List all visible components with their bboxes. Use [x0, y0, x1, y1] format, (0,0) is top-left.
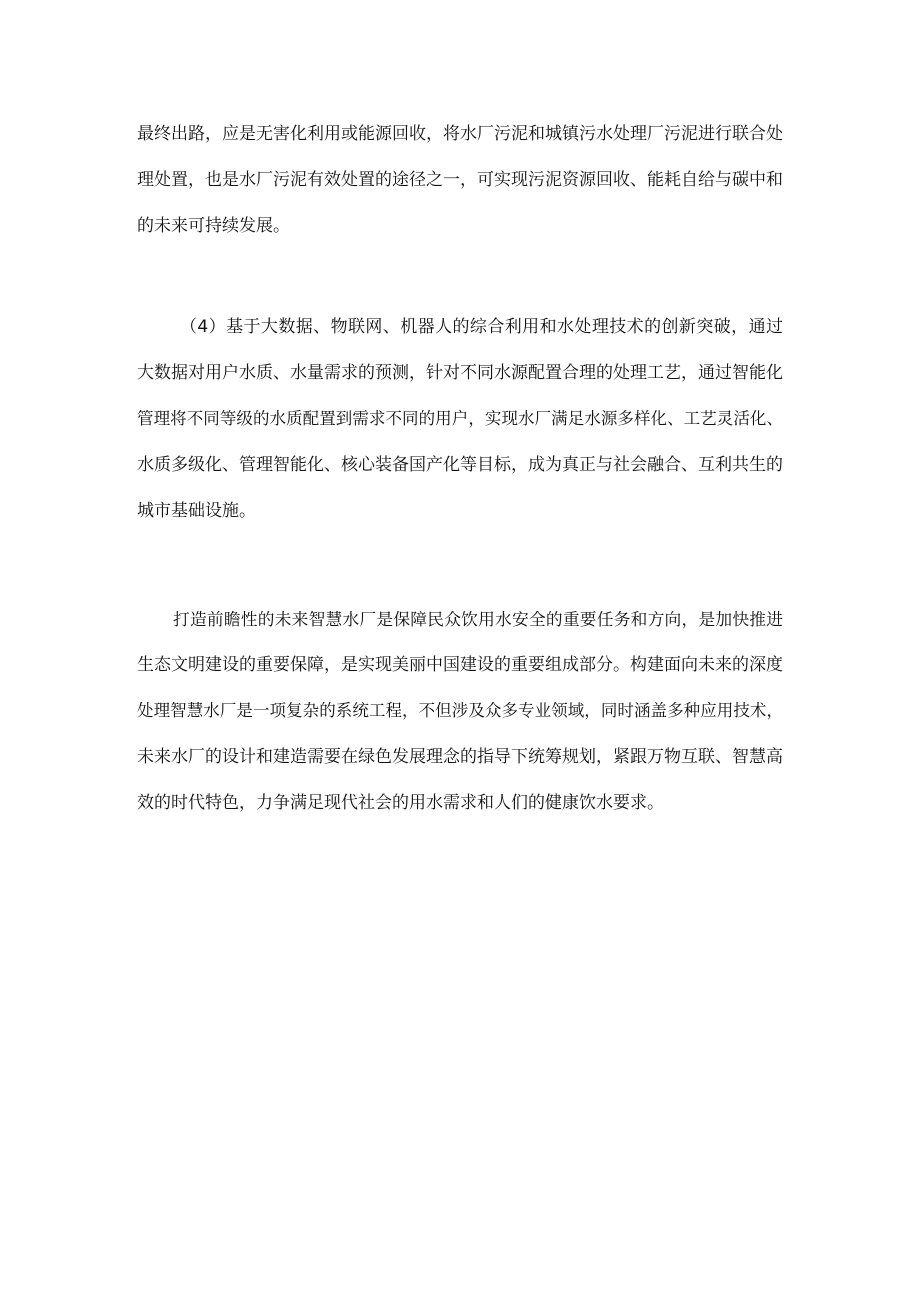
text-line: 的未来可持续发展。 — [137, 216, 290, 236]
paragraph-sludge-disposal — [137, 111, 783, 249]
paragraph-conclusion — [137, 596, 783, 826]
text-line: 大数据对用户水质、水量需求的预测，针对不同水源配置合理的处理工艺，通过智能化 — [137, 363, 783, 383]
text-line: 处理智慧水厂是一项复杂的系统工程，不但涉及众多专业领域，同时涵盖多种应用技术， — [137, 701, 783, 720]
text-line: 最终出路，应是无害化利用或能源回收，将水厂污泥和城镇污水处理厂污泥进行联合处 — [137, 124, 783, 144]
paragraph-item-4 — [137, 304, 783, 534]
text-line: 生态文明建设的重要保障，是实现美丽中国建设的重要组成部分。构建面向未来的深度 — [137, 655, 783, 675]
text-line: 未来水厂的设计和建造需要在绿色发展理念的指导下统筹规划，紧跟万物互联、智慧高 — [137, 747, 783, 767]
text-line: 管理将不同等级的水质配置到需求不同的用户，实现水厂满足水源多样化、工艺灵活化、 — [137, 409, 783, 428]
text-line: 城市基础设施。 — [137, 501, 256, 521]
text-line: 打造前瞻性的未来智慧水厂是保障民众饮用水安全的重要任务和方向，是加快推进 — [173, 609, 783, 629]
text-line: 理处置，也是水厂污泥有效处置的途径之一，可实现污泥资源回收、能耗自给与碳中和 — [137, 170, 783, 190]
text-line: 水质多级化、管理智能化、核心装备国产化等目标，成为真正与社会融合、互利共生的 — [137, 455, 783, 475]
text-line: （4）基于大数据、物联网、机器人的综合利用和水处理技术的创新突破，通过 — [180, 317, 783, 337]
text-line: 效的时代特色，力争满足现代社会的用水需求和人们的健康饮水要求。 — [137, 793, 664, 813]
